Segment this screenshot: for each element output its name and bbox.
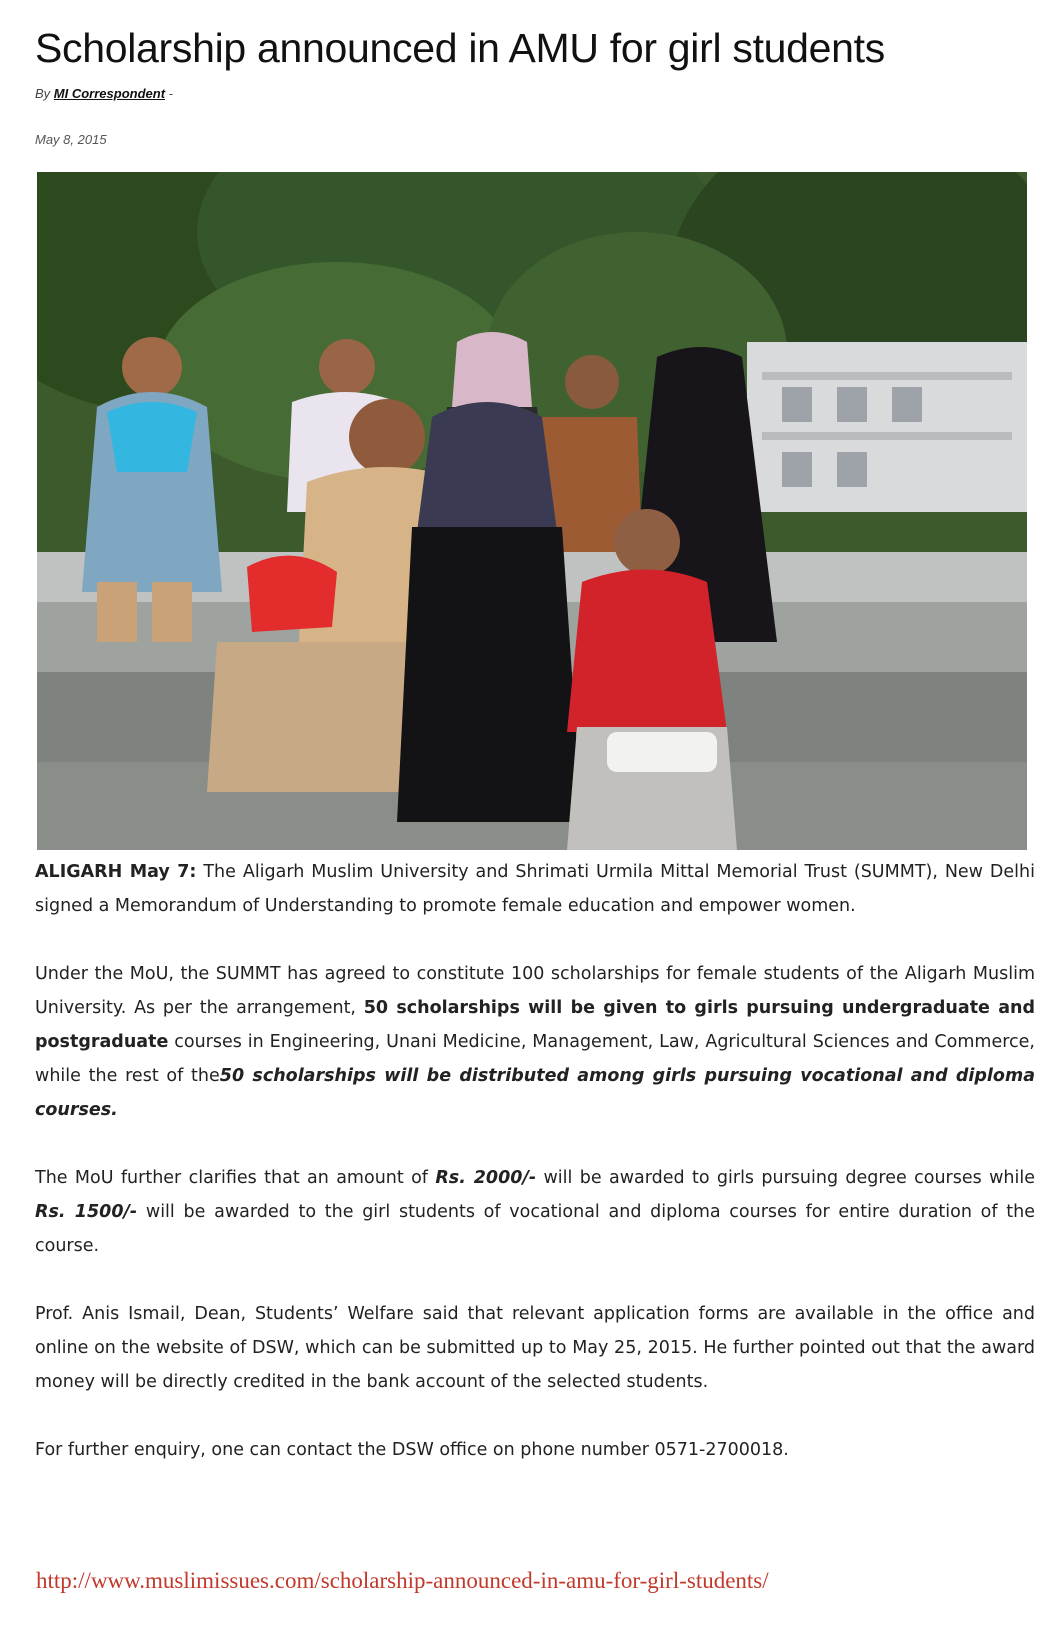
paragraph-2	[35, 957, 1035, 1127]
source-url[interactable]: http://www.muslimissues.com/scholarship-announced-in-amu-for-girl-students/	[36, 1568, 769, 1593]
article-title: Scholarship announced in AMU for girl students	[35, 25, 885, 71]
paragraph-3	[35, 1161, 1035, 1263]
byline-prefix: By	[35, 86, 51, 101]
amount-diploma: Rs. 1500/-	[35, 1202, 138, 1222]
paragraph-1-text: The Aligarh Muslim University and Shrimati Urmila Mittal Memorial Trust (SUMMT), New Delhi signed a Memorandum of Understanding to promote female education and empower women.	[35, 862, 1035, 916]
paragraph-5: For further enquiry, one can contact the DSW office on phone number 0571-2700018.	[35, 1440, 789, 1460]
article-photo	[37, 172, 1027, 850]
amount-degree: Rs. 2000/-	[435, 1168, 537, 1188]
publish-date: May 8, 2015	[35, 132, 107, 147]
article-body	[35, 855, 1035, 1501]
paragraph-3-text-a: The MoU further clarifies that an amount of	[35, 1168, 436, 1188]
byline	[35, 86, 173, 101]
paragraph-3-text-b: will be awarded to girls pursuing degree courses while	[536, 1168, 1035, 1188]
author-link[interactable]: MI Correspondent	[53, 86, 166, 101]
byline-suffix: -	[168, 86, 173, 101]
paragraph-3-text-c: will be awarded to the girl students of vocational and diploma courses for entire duration of the course.	[35, 1202, 1035, 1256]
paragraph-1	[35, 855, 1035, 923]
paragraph-2-bold: 50 scholarships will be given to girls pursuing undergraduate and postgraduate	[35, 998, 1035, 1052]
students-photo-icon	[37, 172, 1027, 850]
dateline: ALIGARH May 7:	[35, 862, 197, 882]
paragraph-2-text-b: courses in Engineering, Unani Medicine, Management, Law, Agricultural Sciences and Commerce, while the rest of the	[35, 1032, 1035, 1086]
paragraph-4: Prof. Anis Ismail, Dean, Students’ Welfare said that relevant application forms are available in the office and online on the website of DSW, which can be submitted up to May 25, 2015. He further pointed out that the award money will be directly credited in the bank account of the selected students.	[35, 1304, 1035, 1392]
paragraph-2-bold-italic: 50 scholarships will be distributed among girls pursuing vocational and diploma courses.	[35, 1066, 1035, 1120]
paragraph-2-text-a: Under the MoU, the SUMMT has agreed to constitute 100 scholarships for female students of the Aligarh Muslim University. As per the arrangement,	[35, 964, 1035, 1018]
